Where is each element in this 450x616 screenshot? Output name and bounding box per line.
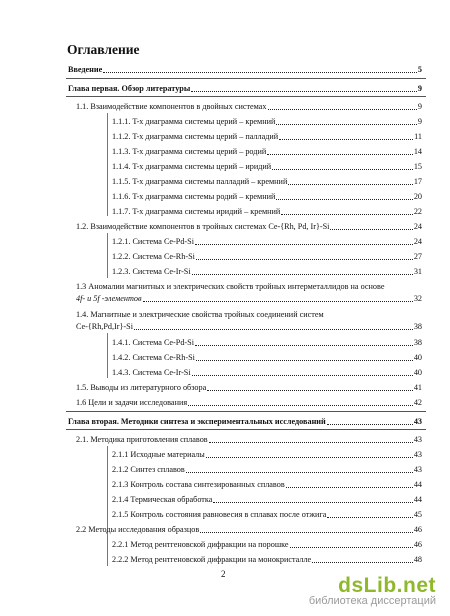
leader-dots (209, 441, 413, 443)
toc-entry-title: 1.1.6. T-x диаграмма системы родий – кремний (112, 192, 276, 201)
nesting-rule (107, 113, 108, 216)
divider (66, 429, 426, 430)
toc-entry-title: 2.1.3 Контроль состава синтезированных сплавов (112, 480, 285, 489)
page-title: Оглавление (67, 42, 140, 57)
toc-entry-title: 1.2.2. Система Ce-Rh-Si (112, 252, 195, 261)
toc-entry-page: 32 (413, 294, 422, 303)
toc-entry-page: 27 (413, 252, 422, 261)
toc-entry-title: 2.1.2 Синтез сплавов (112, 465, 185, 474)
watermark (309, 574, 436, 607)
toc-entry-title: 1.1.7. T-x диаграмма системы иридий – кремний (112, 207, 281, 216)
toc-entry-page: 11 (414, 132, 422, 141)
toc-entry-page: 46 (413, 525, 422, 534)
toc-entry[interactable] (112, 205, 422, 218)
toc-entry-title: 1.2.3. Система Ce-Ir-Si (112, 267, 191, 276)
toc-entry[interactable] (112, 366, 422, 379)
toc-entry-title: 1.3 Аномалии магнитных и электрических свойств тройных интерметаллидов на основе (76, 282, 385, 291)
toc-entry-title: 1.1. Взаимодействие компонентов в двойных системах (76, 102, 267, 111)
toc-entry[interactable] (112, 235, 422, 248)
toc-entry-title: 2.1.4 Термическая обработка (112, 495, 213, 504)
leader-dots (103, 71, 417, 73)
toc-entry-title: 1.4.1. Система Ce-Pd-Si (112, 338, 194, 347)
toc-entry-page: 48 (413, 555, 422, 564)
toc-entry[interactable] (68, 82, 422, 95)
toc-entry-continuation: Ce-{Rh,Pd,Ir}-Si (76, 322, 133, 331)
divider (66, 78, 426, 79)
toc-entry-page: 44 (413, 495, 422, 504)
toc-entry[interactable] (112, 448, 422, 461)
leader-dots (276, 123, 417, 125)
toc-entry[interactable] (112, 130, 422, 143)
toc-entry[interactable] (68, 415, 422, 428)
leader-dots (188, 404, 413, 406)
leader-dots (207, 389, 413, 391)
leader-dots (290, 546, 413, 548)
toc-entry-page: 41 (413, 383, 422, 392)
leader-dots (327, 423, 413, 425)
leader-dots (192, 273, 413, 275)
toc-entry-title: 1.1.5. T-x диаграмма системы палладий – кремний (112, 177, 288, 186)
toc-entry[interactable] (112, 351, 422, 364)
toc-entry-page: 9 (417, 102, 422, 111)
toc-entry[interactable] (112, 508, 422, 521)
toc-entry-page: 43 (413, 450, 422, 459)
toc-entry-title: 2.1.5 Контроль состояния равновесия в сплавах после отжига (112, 510, 327, 519)
toc-entry-page: 9 (417, 117, 422, 126)
toc-entry[interactable] (76, 396, 422, 409)
toc-entry-title: 1.6 Цели и задачи исследования (76, 398, 188, 407)
leader-dots (268, 108, 417, 110)
toc-entry-title: 2.2.1 Метод рентгеновской дифракции на порошке (112, 540, 289, 549)
toc-entry[interactable] (76, 292, 422, 305)
toc-entry[interactable] (112, 145, 422, 158)
leader-dots (267, 153, 413, 155)
toc-entry[interactable] (112, 553, 422, 566)
toc-entry[interactable] (112, 478, 422, 491)
toc-entry-page: 5 (417, 65, 422, 74)
toc-entry[interactable] (112, 538, 422, 551)
toc-entry-title: 1.4. Магнитные и электрические свойства тройных соединений систем (76, 310, 324, 319)
toc-entry-title: 2.2 Методы исследования образцов (76, 525, 200, 534)
toc-entry-page: 43 (413, 417, 422, 426)
toc-entry-title: Введение (68, 65, 103, 74)
toc-entry[interactable] (76, 220, 422, 233)
toc-entry[interactable] (76, 523, 422, 536)
leader-dots (327, 516, 412, 518)
toc-entry-page: 45 (413, 510, 422, 519)
toc-entry-page: 40 (413, 368, 422, 377)
toc-entry[interactable] (112, 190, 422, 203)
toc-entry-page: 14 (413, 147, 422, 156)
toc-entry-page: 9 (417, 84, 422, 93)
toc-entry-page: 43 (413, 435, 422, 444)
leader-dots (195, 344, 413, 346)
watermark-brand: dsLib.net (338, 574, 436, 597)
toc-entry-page: 46 (413, 540, 422, 549)
toc-entry-page: 40 (413, 353, 422, 362)
toc-entry-page: 44 (413, 480, 422, 489)
toc-entry-title: 1.1.3. T-x диаграмма системы церий – родий (112, 147, 267, 156)
toc-entry[interactable] (112, 115, 422, 128)
toc-entry[interactable] (76, 320, 422, 333)
toc-entry-page: 38 (413, 338, 422, 347)
leader-dots (279, 138, 413, 140)
toc-entry-title: 1.5. Выводы из литературного обзора (76, 383, 207, 392)
leader-dots (281, 213, 413, 215)
page-number: 2 (221, 569, 226, 579)
leader-dots (276, 198, 412, 200)
watermark-caption: библиотека диссертаций (308, 595, 436, 607)
toc-entry[interactable] (76, 100, 422, 113)
leader-dots (196, 359, 413, 361)
toc-entry-title: 1.1.1. T-x диаграмма системы церий – кремний (112, 117, 276, 126)
toc-entry-continuation: 4f- и 5f -элементов (76, 294, 142, 303)
leader-dots (134, 328, 413, 330)
nesting-rule (107, 333, 108, 378)
toc-entry[interactable] (76, 381, 422, 394)
leader-dots (143, 300, 413, 302)
divider (66, 96, 426, 97)
nesting-rule (107, 536, 108, 566)
toc-entry-page: 38 (413, 322, 422, 331)
leader-dots (192, 374, 413, 376)
toc-entry[interactable] (112, 175, 422, 188)
toc-entry[interactable] (112, 250, 422, 263)
toc-entry-title: 1.1.4. T-x диаграмма системы церий – иридий (112, 162, 272, 171)
toc-entry-title: 1.4.3. Система Ce-Ir-Si (112, 368, 191, 377)
toc-entry-page: 31 (413, 267, 422, 276)
toc-entry[interactable] (112, 463, 422, 476)
leader-dots (312, 561, 413, 563)
toc-entry[interactable] (68, 63, 422, 76)
toc-entry[interactable] (112, 265, 422, 278)
leader-dots (186, 471, 413, 473)
toc-entry-page: 20 (413, 192, 422, 201)
toc-entry-title: 2.1.1 Исходные материалы (112, 450, 205, 459)
toc-entry[interactable] (112, 336, 422, 349)
toc-entry-title: 1.2.1. Система Ce-Pd-Si (112, 237, 194, 246)
toc-entry-page: 17 (413, 177, 422, 186)
toc-entry-title: 2.2.2 Метод рентгеновской дифракции на монокристалле (112, 555, 312, 564)
leader-dots (288, 183, 412, 185)
toc-entry-title: Глава первая. Обзор литературы (68, 84, 191, 93)
toc-entry-page: 15 (413, 162, 422, 171)
toc-entry-page: 24 (413, 237, 422, 246)
toc-entry-page: 43 (413, 465, 422, 474)
nesting-rule (107, 233, 108, 278)
toc-entry-title: 1.1.2. T-x диаграмма системы церий – палладий (112, 132, 279, 141)
toc-entry-page: 42 (413, 398, 422, 407)
leader-dots (286, 486, 413, 488)
toc-entry[interactable] (112, 493, 422, 506)
toc-entry-page: 22 (413, 207, 422, 216)
divider (66, 411, 426, 412)
leader-dots (200, 531, 413, 533)
toc-entry-title: Глава вторая. Методики синтеза и экспериментальных исследований (68, 417, 326, 426)
leader-dots (191, 90, 417, 92)
leader-dots (213, 501, 412, 503)
leader-dots (330, 228, 412, 230)
toc-entry[interactable] (112, 160, 422, 173)
leader-dots (196, 258, 413, 260)
leader-dots (195, 243, 413, 245)
leader-dots (272, 168, 413, 170)
toc-entry-title: 2.1. Методика приготовления сплавов (76, 435, 208, 444)
toc-entry-title: 1.2. Взаимодействие компонентов в тройных системах Ce-{Rh, Pd, Ir}-Si (76, 222, 330, 231)
toc-entry[interactable] (76, 433, 422, 446)
toc-entry-title: 1.4.2. Система Ce-Rh-Si (112, 353, 195, 362)
leader-dots (206, 456, 413, 458)
toc-entry-page: 24 (413, 222, 422, 231)
